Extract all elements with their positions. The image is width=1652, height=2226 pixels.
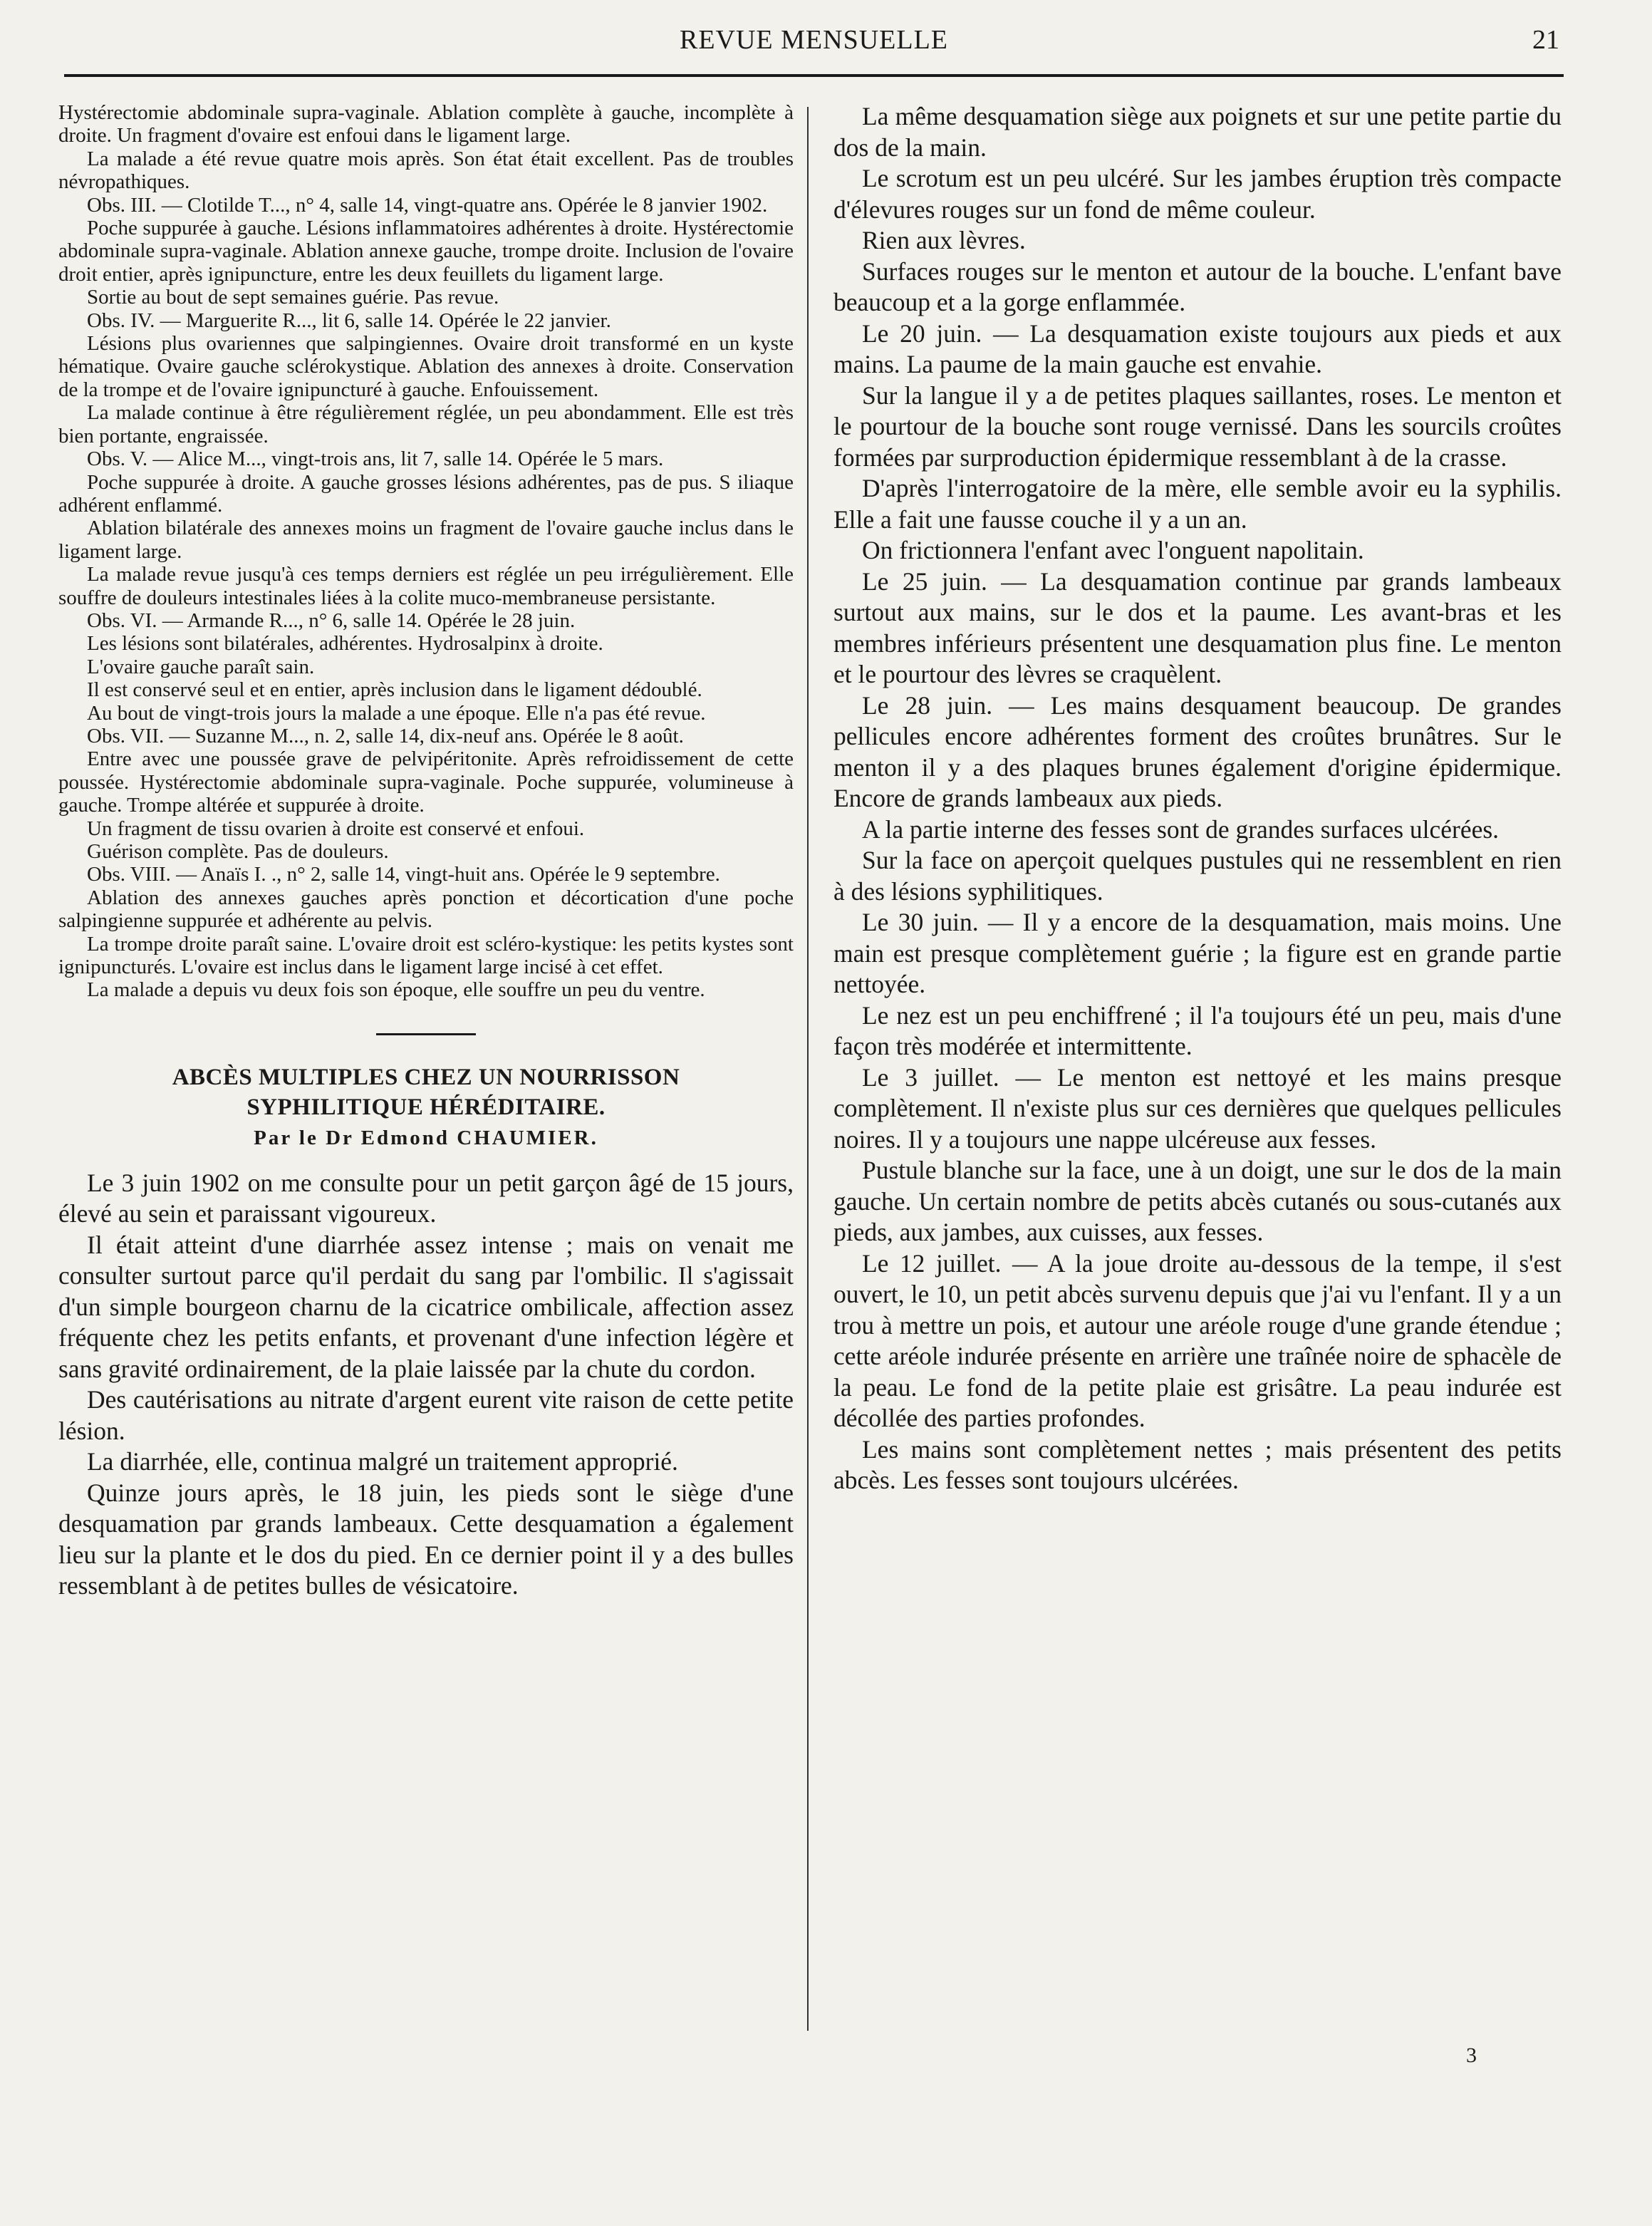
note-paragraph: Obs. III. — Clotilde T..., n° 4, salle 14, vingt-quatre ans. Opérée le 8 janvier 1902.: [87, 193, 768, 217]
note-paragraph: Obs. IV. — Marguerite R..., lit 6, salle 14. Opérée le 22 janvier.: [87, 309, 611, 332]
journal-title: REVUE MENSUELLE: [679, 25, 949, 55]
body-paragraph: Le scrotum est un peu ulcéré. Sur les jambes éruption très compacte d'élevures rouges sur un fond de même couleur.: [833, 164, 1562, 224]
body-paragraph: A la partie interne des fesses sont de grandes surfaces ulcérées.: [862, 814, 1500, 844]
note-paragraph: Ablation des annexes gauches après ponction et décortication d'une poche salpingienne suppurée et adhérente au pelvis.: [58, 886, 794, 933]
note-paragraph: Lésions plus ovariennes que salpingiennes. Ovaire droit transformé en un kyste hématique. Ovaire gauche sclérokystique. Ablation des annexes à droite. Conservation de la trompe et de l'ovaire ignipuncturé à gauche. Enfouissement.: [58, 332, 794, 401]
note-paragraph: Les lésions sont bilatérales, adhérentes. Hydrosalpinx à droite.: [87, 632, 603, 656]
body-paragraph: Le 12 juillet. — A la joue droite au-dessous de la tempe, il s'est ouvert, le 10, un petit abcès survenu depuis que j'ai vu l'enfant. Il y a un trou à mettre un pois, et autour une aréole rouge d'une grande étendue ; cette aréole indurée présente en arrière une traînée noire de sphacèle de la peau. Le fond de la petite plaie est grisâtre. La peau indurée est décollée des parties profondes.: [833, 1248, 1562, 1432]
note-paragraph: Obs. VI. — Armande R..., n° 6, salle 14. Opérée le 28 juin.: [87, 609, 576, 632]
note-paragraph: La malade a depuis vu deux fois son époque, elle souffre un peu du ventre.: [87, 978, 705, 1002]
left-column: [58, 101, 794, 1602]
body-paragraph: D'après l'interrogatoire de la mère, elle semble avoir eu la syphilis. Elle a fait une fausse couche il y a un an.: [833, 474, 1562, 534]
right-column: [833, 101, 1562, 1496]
body-paragraph: Le 28 juin. — Les mains desquament beaucoup. De grandes pellicules encore adhérentes forment des croûtes brunâtres. Sur le menton il y a des plaques brunes également d'origine épidermique. Encore de grands lambeaux aux pieds.: [833, 690, 1562, 812]
article-title-line: ABCÈS MULTIPLES CHEZ UN NOURRISSON: [172, 1064, 680, 1090]
note-paragraph: Sortie au bout de sept semaines guérie. Pas revue.: [87, 286, 499, 309]
body-paragraph: Le 30 juin. — Il y a encore de la desquamation, mais moins. Une main est presque complètement guérie ; la figure est en grande partie nettoyée.: [833, 908, 1562, 998]
note-paragraph: La malade continue à être régulièrement réglée, un peu abondamment. Elle est très bien portante, engraissée.: [58, 401, 794, 447]
body-paragraph: La même desquamation siège aux poignets et sur une petite partie du dos de la main.: [833, 102, 1562, 162]
note-paragraph: Ablation bilatérale des annexes moins un fragment de l'ovaire gauche inclus dans le ligament large.: [58, 517, 794, 563]
note-paragraph: La malade a été revue quatre mois après. Son état était excellent. Pas de troubles névropathiques.: [58, 147, 794, 194]
body-paragraph: Des cautérisations au nitrate d'argent eurent vite raison de cette petite lésion.: [58, 1385, 794, 1445]
body-paragraph: On frictionnera l'enfant avec l'onguent napolitain.: [862, 536, 1364, 564]
body-paragraph: Le 3 juillet. — Le menton est nettoyé et les mains presque complètement. Il n'existe plus sur ces dernières que quelques pellicules noires. Il y a toujours une nappe ulcéreuse aux fesses.: [833, 1062, 1562, 1154]
body-paragraph: Le 20 juin. — La desquamation existe toujours aux pieds et aux mains. La paume de la main gauche est envahie.: [833, 319, 1562, 378]
body-paragraph: Rien aux lèvres.: [862, 226, 1026, 254]
body-paragraph: Les mains sont complètement nettes ; mais présentent des petits abcès. Les fesses sont toujours ulcérées.: [833, 1434, 1562, 1494]
signature-number: 3: [1466, 2044, 1477, 2067]
note-paragraph: Un fragment de tissu ovarien à droite est conservé et enfoui.: [87, 817, 585, 840]
running-header: [64, 24, 1564, 56]
body-paragraph: Sur la face on aperçoit quelques pustules qui ne ressemblent en rien à des lésions syphilitiques.: [833, 846, 1562, 906]
note-paragraph: La malade revue jusqu'à ces temps derniers est réglée un peu irrégulièrement. Elle souffre de douleurs intestinales liées à la colite muco-membraneuse persistante.: [58, 563, 794, 609]
note-paragraph: L'ovaire gauche paraît sain.: [87, 655, 315, 678]
body-paragraph: Le nez est un peu enchiffrené ; il l'a toujours été un peu, mais d'une façon très modérée et intermittente.: [833, 1000, 1562, 1060]
note-paragraph: Guérison complète. Pas de douleurs.: [87, 840, 389, 863]
article-title-line: SYPHILITIQUE HÉRÉDITAIRE.: [246, 1094, 606, 1120]
note-paragraph: Poche suppurée à gauche. Lésions inflammatoires adhérentes à droite. Hystérectomie abdominale supra-vaginale. Ablation annexe gauche, trompe droite. Inclusion de l'ovaire droit entier, après ignipuncture, entre les deux feuillets du ligament large.: [58, 217, 794, 286]
observation-notes: [58, 101, 794, 1002]
body-paragraph: Le 3 juin 1902 on me consulte pour un petit garçon âgé de 15 jours, élevé au sein et paraissant vigoureux.: [58, 1168, 794, 1228]
article-title: [58, 1062, 794, 1122]
article-body-right: [833, 101, 1562, 1496]
column-divider: [807, 107, 809, 2031]
article-author: Par le Dr Edmond CHAUMIER.: [254, 1126, 598, 1149]
note-paragraph: La trompe droite paraît saine. L'ovaire droit est scléro-kystique: les petits kystes sont ignipuncturés. L'ovaire est inclus dans le ligament large incisé à cet effet.: [58, 932, 794, 979]
header-rule: [64, 74, 1564, 77]
body-paragraph: La diarrhée, elle, continua malgré un traitement approprié.: [87, 1447, 678, 1476]
note-paragraph: Entre avec une poussée grave de pelvipéritonite. Après refroidissement de cette poussée. Hystérectomie abdominale supra-vaginale. Poche suppurée, volumineuse à gauche. Trompe altérée et suppurée à droite.: [58, 747, 794, 817]
section-separator: [376, 1033, 476, 1035]
note-paragraph: Hystérectomie abdominale supra-vaginale. Ablation complète à gauche, incomplète à droite. Un fragment d'ovaire est enfoui dans le ligament large.: [58, 101, 794, 147]
note-paragraph: Au bout de vingt-trois jours la malade a une époque. Elle n'a pas été revue.: [87, 701, 706, 725]
page-number: 21: [1532, 25, 1559, 55]
note-paragraph: Poche suppurée à droite. A gauche grosses lésions adhérentes, pas de pus. S iliaque adhérent enflammé.: [58, 470, 794, 517]
note-paragraph: Obs. VII. — Suzanne M..., n. 2, salle 14, dix-neuf ans. Opérée le 8 août.: [87, 724, 684, 747]
body-paragraph: Quinze jours après, le 18 juin, les pieds sont le siège d'une desquamation par grands lambeaux. Cette desquamation a également lieu sur la plante et le dos du pied. En ce dernier point il y a des bulles ressemblant à de petites bulles de vésicatoire.: [58, 1478, 794, 1600]
body-paragraph: Sur la langue il y a de petites plaques saillantes, roses. Le menton et le pourtour de la bouche sont rouge vernissé. Dans les sourcils croûtes formées par surproduction épidermique ressemblant à de la crasse.: [833, 381, 1562, 472]
body-paragraph: Surfaces rouges sur le menton et autour de la bouche. L'enfant bave beaucoup et a la gorge enflammée.: [833, 257, 1562, 316]
note-paragraph: Il est conservé seul et en entier, après inclusion dans le ligament dédoublé.: [87, 678, 702, 702]
body-paragraph: Pustule blanche sur la face, une à un doigt, une sur le dos de la main gauche. Un certain nombre de petits abcès cutanés ou sous-cutanés aux pieds, aux jambes, aux cuisses, aux fesses.: [833, 1156, 1562, 1246]
article-body-left: [58, 1168, 794, 1602]
note-paragraph: Obs. V. — Alice M..., vingt-trois ans, lit 7, salle 14. Opérée le 5 mars.: [87, 447, 664, 471]
body-paragraph: Le 25 juin. — La desquamation continue par grands lambeaux surtout aux mains, sur le dos et la paume. Les avant-bras et les membres inférieurs présentent une desquamation plus fine. Le menton et le pourtour des lèvres se craquèlent.: [833, 566, 1562, 688]
body-paragraph: Il était atteint d'une diarrhée assez intense ; mais on venait me consulter surtout parce qu'il perdait du sang par l'ombilic. Il s'agissait d'un simple bourgeon charnu de la cicatrice ombilicale, affection assez fréquente chez les petits enfants, et provenant d'une infection légère et sans gravité ordinairement, de la plaie laissée par la chute du cordon.: [58, 1230, 794, 1383]
note-paragraph: Obs. VIII. — Anaïs I. ., n° 2, salle 14, vingt-huit ans. Opérée le 9 septembre.: [87, 863, 720, 886]
